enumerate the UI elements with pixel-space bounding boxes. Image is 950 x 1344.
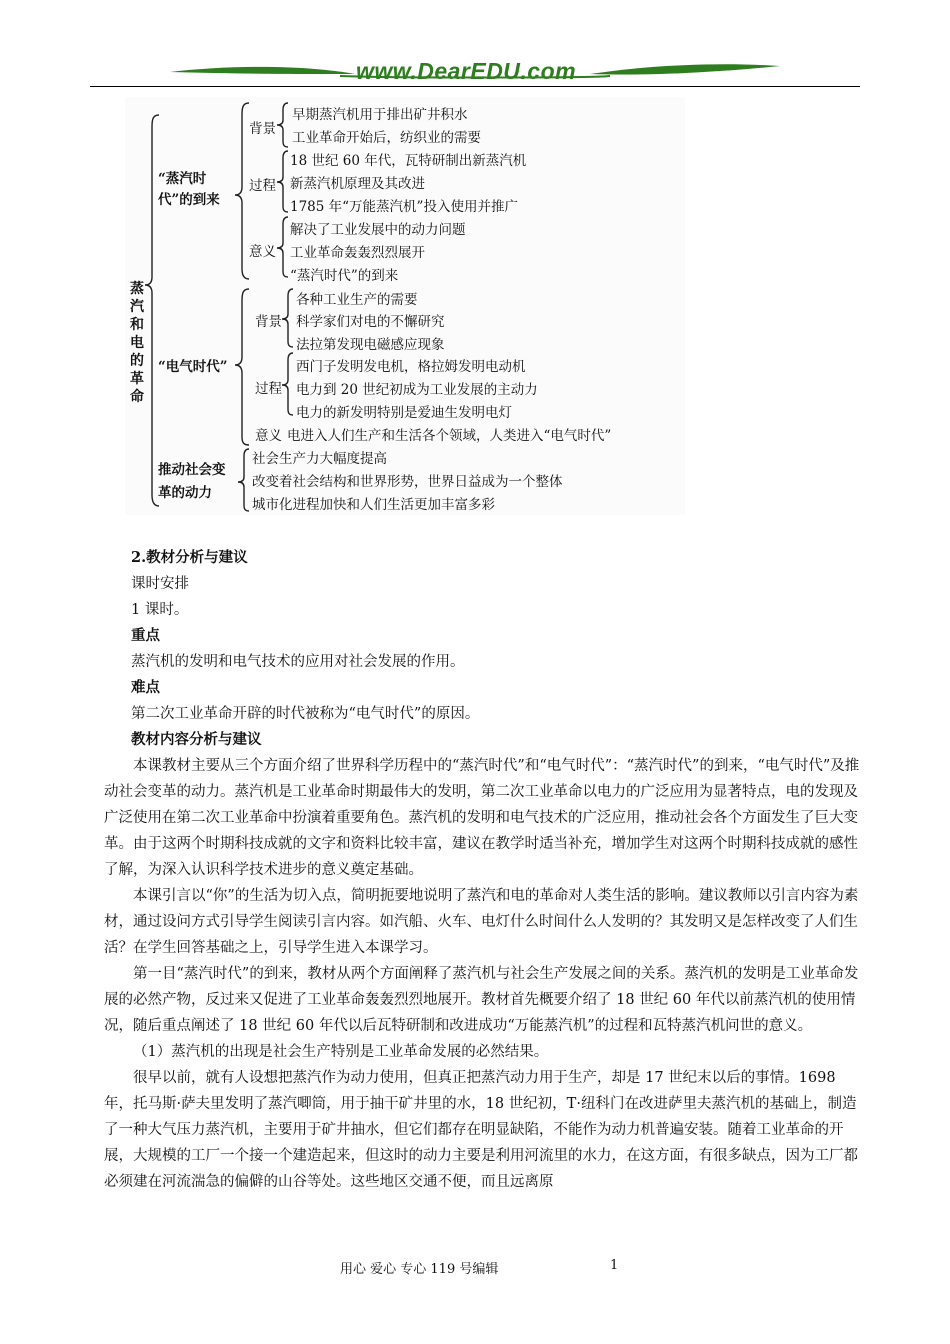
key-point-text: 蒸汽机的发明和电气技术的应用对社会发展的作用。 (131, 654, 465, 670)
schedule-label: 课时安排 (131, 576, 189, 592)
schedule-value: 1 课时。 (131, 602, 189, 618)
diagram-item: 西门子发明发电机，格拉姆发明电动机 (296, 359, 526, 375)
society-label-line2: 革的动力 (158, 485, 212, 501)
electric-process-label: 过程 (255, 381, 282, 397)
diagram-item: 18 世纪 60 年代，瓦特研制出新蒸汽机 (290, 153, 527, 169)
diagram-item: 工业革命轰轰烈烈展开 (290, 245, 425, 261)
paragraph: 很早以前，就有人设想把蒸汽作为动力使用，但真正把蒸汽动力用于生产，却是 17 世纪末以后的事情。1698 年，托马斯·萨夫里发明了蒸汽唧筒，用于抽干矿井里的水，18 世纪初，T·纽科门在改进萨里夫蒸汽机的基础上，制造了一种大气压力蒸汽机，主要用于矿井抽水，但它们都存在明显缺陷，不能作为动力机普遍安装。随着工业革命的开展，大规模的工厂一个接一个建造起来，但这时的动力主要是利用河流里的水力，在这方面，有很多缺点，因为工厂都必须建在河流湍急的偏僻的山谷等处。这些地区交通不便，而且远离原 (104, 1070, 858, 1190)
diagram-item: 科学家们对电的不懈研究 (296, 314, 445, 330)
paragraph: 第一目“蒸汽时代”的到来，教材从两个方面阐释了蒸汽机与社会生产发展之间的关系。蒸汽机的发明是工业革命发展的必然产物，反过来又促进了工业革命轰轰烈烈地展开。教材首先概要介绍了 18 世纪 60 年代以前蒸汽机的使用情况，随后重点阐述了 18 世纪 60 年代以后瓦特研制和改进成功“万能蒸汽机”的过程和瓦特蒸汽机问世的意义。 (104, 966, 859, 1034)
electric-meaning-label: 意义 (255, 428, 282, 444)
society-label-line1: 推动社会变 (158, 462, 226, 478)
page-number: 1 (610, 1258, 619, 1273)
diagram-item: 改变着社会结构和世界形势，世界日益成为一个整体 (252, 474, 563, 490)
diagram-item: 各种工业生产的需要 (296, 292, 418, 308)
diagram-item: “蒸汽时代”的到来 (290, 268, 399, 284)
diagram-item: 早期蒸汽机用于排出矿井积水 (292, 107, 468, 123)
analysis-heading: 教材内容分析与建议 (131, 731, 262, 748)
steam-process-label: 过程 (249, 178, 276, 194)
diagram-item: 社会生产力大幅度提高 (252, 451, 387, 467)
diagram-title: 蒸汽和电的革命 (130, 281, 144, 405)
diagram-item: 1785 年“万能蒸汽机”投入使用并推广 (290, 199, 518, 215)
diagram-item: 电力的新发明特别是爱迪生发明电灯 (296, 405, 512, 421)
paragraph: （1）蒸汽机的出现是社会生产特别是工业革命发展的必然结果。 (133, 1044, 549, 1060)
electric-background-label: 背景 (255, 314, 282, 330)
difficulty-heading: 难点 (131, 679, 160, 696)
diagram-item: 电力到 20 世纪初成为工业发展的主动力 (296, 382, 538, 398)
header-divider (90, 86, 860, 87)
paragraph: 本课引言以“你”的生活为切入点，简明扼要地说明了蒸汽和电的革命对人类生活的影响。建议教师以引言内容为素材，通过设问方式引导学生阅读引言内容。如汽船、火车、电灯什么时间什么人发明的？其发明又是怎样改变了人们生活？在学生回答基础之上，引导学生进入本课学习。 (104, 888, 859, 956)
paragraph: 本课教材主要从三个方面介绍了世界科学历程中的“蒸汽时代”和“电气时代”：“蒸汽时代”的到来，“电气时代”及推动社会变革的动力。蒸汽机是工业革命时期最伟大的发明，第二次工业革命以电力的广泛应用为显著特点，电的发现及广泛使用在第二次工业革命中扮演着重要角色。蒸汽机的发明和电气技术的广泛应用，推动社会各个方面发生了巨大变革。由于这两个时期科技成就的文字和资料比较丰富，建议在教学时适当补充，增加学生对这两个时期科技成就的感性了解，为深入认识科学技术进步的意义奠定基础。 (104, 758, 860, 878)
steam-meaning-label: 意义 (249, 244, 276, 260)
difficulty-text: 第二次工业革命开辟的时代被称为“电气时代”的原因。 (131, 706, 480, 722)
diagram-item: 新蒸汽机原理及其改进 (290, 176, 425, 192)
document-body (104, 545, 864, 1195)
diagram-item: 城市化进程加快和人们生活更加丰富多彩 (252, 497, 495, 513)
steam-background-label: 背景 (249, 121, 276, 137)
steam-era-label: “蒸汽时代”的到来 (158, 171, 220, 208)
site-logo: www.DearEDU.com (356, 58, 577, 84)
diagram-item: 工业革命开始后，纺织业的需要 (292, 130, 481, 146)
electric-era-label: “电气时代” (158, 359, 228, 375)
section-title: 2.教材分析与建议 (131, 549, 248, 566)
diagram-item: 电进入人们生产和生活各个领域，人类进入“电气时代” (287, 428, 612, 444)
footer-text: 用心 爱心 专心 119 号编辑 (340, 1262, 499, 1277)
key-point-heading: 重点 (131, 627, 160, 644)
concept-diagram (125, 97, 685, 515)
diagram-item: 法拉第发现电磁感应现象 (296, 337, 445, 353)
diagram-item: 解决了工业发展中的动力问题 (290, 222, 466, 238)
